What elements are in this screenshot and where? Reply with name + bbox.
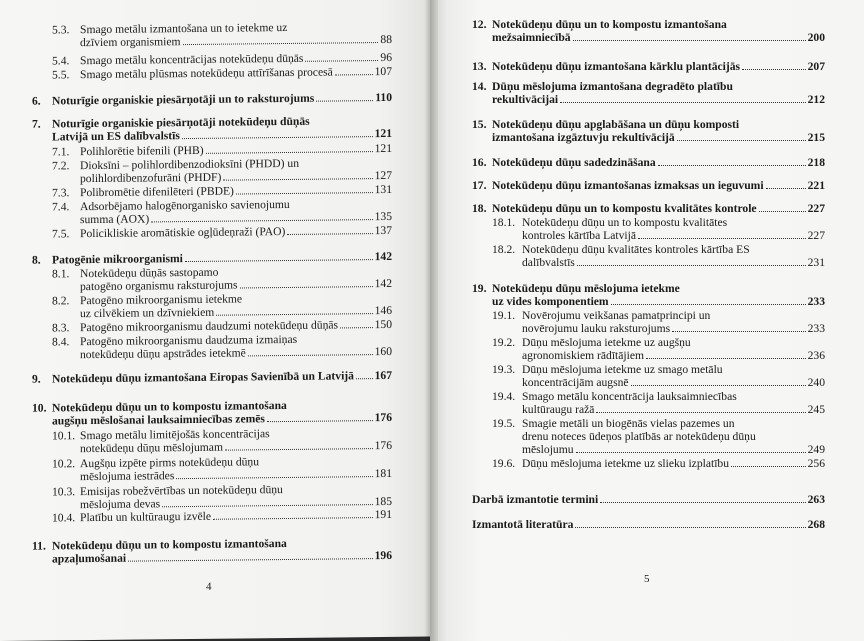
toc-entry-title-line: Notekūdeņu dūņu mēslojuma ietekme — [492, 282, 680, 295]
dot-leader — [611, 304, 806, 305]
dot-leader — [305, 60, 378, 62]
toc-left — [0, 0, 430, 641]
toc-entry-page: 233 — [807, 295, 825, 308]
dot-leader — [213, 517, 373, 520]
toc-entry-number: 8.1. — [52, 267, 70, 281]
dot-leader — [677, 140, 806, 141]
toc-entry-c6 — [32, 91, 392, 108]
dot-leader — [596, 412, 805, 413]
toc-entry-number: 16. — [472, 156, 487, 169]
dot-leader — [600, 502, 805, 503]
toc-entry-title-line: apzaļumošanai — [52, 551, 127, 566]
toc-entry-lit — [472, 518, 825, 531]
toc-entry-number: 13. — [472, 60, 487, 73]
toc-entry-title-line: polihlordibenzofurāni (PHDF) — [80, 170, 222, 186]
toc-entry-title-line: uz vides komponentiem — [492, 295, 609, 308]
toc-entry-number: 7. — [32, 117, 41, 131]
dot-leader — [316, 100, 373, 102]
toc-entry-e55 — [52, 65, 392, 82]
toc-entry-number: 7.1. — [52, 145, 70, 159]
toc-entry-page: 96 — [380, 50, 392, 65]
dot-leader — [267, 420, 373, 422]
dot-leader — [162, 504, 372, 507]
dot-leader — [731, 466, 806, 467]
toc-entry-number: 7.2. — [52, 159, 70, 173]
toc-entry-page: 231 — [807, 256, 825, 269]
toc-entry-e74 — [52, 197, 392, 227]
dot-leader — [225, 448, 373, 451]
toc-entry-e194 — [492, 390, 825, 416]
toc-entry-page: 212 — [807, 93, 825, 106]
toc-entry-title-line: Adsorbējamo halogēnorganisko savienojumu — [80, 197, 290, 214]
dot-leader — [759, 211, 806, 212]
dot-leader — [356, 378, 373, 379]
toc-entry-c18 — [472, 202, 825, 215]
toc-entry-page: 110 — [375, 90, 392, 105]
dot-leader — [128, 558, 373, 562]
toc-entry-number: 7.5. — [52, 227, 70, 241]
dot-leader — [151, 219, 372, 222]
toc-entry-number: 15. — [472, 118, 487, 131]
toc-entry-page: 142 — [374, 249, 392, 264]
toc-entry-number: 19.5. — [492, 417, 516, 430]
toc-entry-title-line: dzīviem organismiem — [80, 35, 181, 50]
toc-entry-c7 — [32, 114, 392, 144]
toc-entry-e82 — [52, 291, 392, 321]
toc-entry-title-line: Smago metālu limitējošās koncentrācijas — [80, 427, 270, 443]
toc-entry-page: 215 — [807, 131, 825, 144]
toc-entry-number: 9. — [32, 372, 41, 386]
toc-entry-e195 — [492, 417, 825, 456]
toc-entry-e101 — [52, 426, 392, 456]
toc-entry-number: 7.3. — [52, 186, 70, 200]
toc-entry-page: 233 — [807, 322, 825, 335]
toc-entry-title-line: mežsaimniecībā — [492, 31, 571, 44]
toc-entry-number: 5.4. — [52, 54, 70, 68]
toc-entry-title-line: mēslojuma devas — [80, 497, 161, 512]
toc-entry-title-line: Noturīgie organiskie piesārņotāji un to raksturojums — [52, 91, 315, 108]
toc-entry-title-line: Smago metālu koncentrācija lauksaimniecības — [522, 390, 737, 403]
toc-entry-title-line: rekultivācijai — [492, 93, 559, 106]
toc-entry-number: 10. — [32, 401, 47, 415]
toc-entry-title-line: Noturīgie organiskie piesārņotāji notekūdeņu dūņās — [52, 114, 310, 131]
toc-entry-page: 88 — [380, 32, 392, 47]
toc-entry-c14 — [472, 80, 825, 106]
toc-entry-page: 196 — [374, 548, 392, 563]
toc-entry-e102 — [52, 454, 392, 484]
dot-leader — [335, 74, 373, 75]
toc-entry-title-line: Novērojumu veikšanas pamatprincipi un — [522, 309, 711, 322]
toc-right — [430, 0, 864, 641]
toc-entry-page: 263 — [807, 493, 825, 506]
toc-entry-title-line: Smago metālu plūsmas notekūdeņu attīrīšanas procesā — [80, 65, 333, 82]
toc-entry-page: 167 — [374, 368, 392, 383]
toc-entry-e182 — [492, 243, 825, 269]
dot-leader — [646, 358, 806, 359]
toc-entry-e191 — [492, 309, 825, 335]
dot-leader — [575, 527, 805, 528]
toc-entry-page: 227 — [807, 202, 825, 215]
toc-entry-title-line: Notekūdeņu dūņās sastopamo — [80, 265, 219, 281]
toc-entry-title-line: Emisijas robežvērtības un notekūdeņu dūņu — [80, 483, 283, 499]
toc-entry-number: 8.4. — [52, 335, 70, 349]
dot-leader — [176, 476, 372, 479]
toc-entry-terms — [472, 493, 825, 506]
toc-entry-number: 7.4. — [52, 200, 70, 214]
toc-entry-number: 10.1. — [52, 429, 76, 443]
toc-entry-title-line: mēslojuma iestrādes — [80, 469, 175, 484]
toc-entry-page: 146 — [374, 303, 392, 318]
toc-entry-title-line: Dioksīni – polihlordibenzodioksīni (PHDD) un — [80, 156, 299, 173]
dot-leader — [672, 331, 805, 332]
toc-entry-page: 181 — [374, 466, 392, 481]
toc-entry-page: 142 — [374, 276, 392, 291]
toc-entry-e192 — [492, 336, 825, 362]
toc-entry-title-line: koncentrācijām augsnē — [522, 376, 629, 389]
toc-entry-title-line: agronomiskiem rādītājiem — [522, 349, 645, 362]
toc-entry-title-line: Smagie metāli un biogēnās vielas pazemes un — [522, 417, 735, 430]
toc-entry-number: 19.1. — [492, 309, 516, 322]
toc-entry-title-line: Notekūdeņu dūņu un to kompostu izmantošana — [492, 18, 727, 31]
toc-entry-page: 268 — [807, 518, 825, 531]
toc-entry-number: 18.2. — [492, 243, 516, 256]
toc-entry-title-line: Notekūdeņu dūņu izmantošana Eiropas Savienībā un Latvijā — [52, 369, 354, 386]
toc-entry-c17 — [472, 179, 825, 192]
toc-entry-page: 249 — [807, 443, 825, 456]
toc-entry-number: 10.3. — [52, 485, 76, 499]
dot-leader — [185, 259, 373, 262]
toc-entry-page: 121 — [374, 141, 392, 156]
dot-leader — [240, 286, 373, 288]
dot-leader — [182, 136, 373, 139]
toc-entry-e75 — [52, 224, 392, 241]
toc-entry-number: 11. — [32, 539, 46, 553]
toc-entry-number: 19.3. — [492, 363, 516, 376]
toc-entry-number: 19.2. — [492, 336, 516, 349]
toc-entry-page: 176 — [374, 438, 392, 453]
toc-entry-e84 — [52, 332, 392, 362]
dot-leader — [236, 192, 373, 194]
toc-entry-title-line: Augšņu izpēte pirms notekūdeņu dūņu — [80, 455, 260, 471]
toc-entry-title-line: Notekūdeņu dūņu sadedzināšana — [492, 156, 656, 169]
toc-entry-title-line: Dūņu mēslojuma ietekme uz smago metālu — [522, 363, 723, 376]
toc-entry-number: 19.6. — [492, 457, 516, 470]
toc-entry-page: 218 — [807, 156, 825, 169]
toc-entry-number: 10.4. — [52, 511, 76, 525]
toc-entry-title-line: mēslojumu — [522, 443, 574, 456]
toc-entry-number: 17. — [472, 179, 487, 192]
toc-entry-page: 107 — [374, 64, 392, 79]
dot-leader — [340, 327, 373, 328]
toc-entry-page: 160 — [374, 344, 392, 359]
toc-entry-title-line: Darbā izmantotie termini — [472, 493, 599, 506]
toc-entry-page: 137 — [374, 223, 392, 238]
toc-entry-page: 256 — [807, 457, 825, 470]
toc-entry-title-line: notekūdeņu dūņu mēslojumam — [80, 440, 223, 456]
toc-entry-e104 — [52, 508, 392, 525]
toc-entry-title-line: augšņu mēslošanai lauksaimniecības zemēs — [52, 412, 265, 428]
dot-leader — [631, 385, 806, 386]
toc-entry-title-line: Notekūdeņu dūņu apglabāšana un dūņu komposti — [492, 118, 740, 131]
toc-entry-title-line: Smago metālu izmantošana un to ietekme uz — [80, 20, 288, 37]
toc-entry-title-line: uz cilvēkiem un dzīvniekiem — [80, 305, 215, 321]
dot-leader — [742, 69, 806, 70]
toc-entry-page: 236 — [807, 349, 825, 362]
toc-entry-page: 150 — [374, 317, 392, 332]
toc-entry-title-line: Notekūdeņu dūņu izmantošanas izmaksas un ieguvumi — [492, 179, 764, 192]
toc-entry-page: 207 — [807, 60, 825, 73]
toc-entry-title-line: Patogēno mikroorganismu ietekme — [80, 292, 243, 308]
page-number-right: 5 — [644, 573, 650, 585]
toc-entry-title-line: summa (AOX) — [80, 212, 150, 227]
toc-entry-c11 — [32, 536, 392, 566]
toc-entry-title-line: Notekūdeņu dūņu un to kompostu kvalitātes — [522, 216, 728, 229]
toc-entry-e72 — [52, 156, 392, 186]
toc-entry-title-line: Dūņu mēslojuma izmantošana degradēto platību — [492, 80, 733, 93]
toc-entry-title-line: Patogēno mikroorganismu daudzumi notekūdeņu dūņās — [80, 318, 339, 335]
toc-entry-number: 14. — [472, 80, 487, 93]
dot-leader — [766, 188, 806, 189]
toc-entry-c16 — [472, 156, 825, 169]
toc-entry-page: 121 — [374, 126, 392, 141]
toc-entry-page: 245 — [807, 403, 825, 416]
dot-leader — [638, 238, 806, 239]
toc-entry-title-line: izmantošana izgāztuvju rekultivācijā — [492, 131, 675, 144]
toc-entry-title-line: Platību un kultūraugu izvēle — [80, 509, 212, 525]
toc-entry-title-line: Notekūdeņu dūņu kvalitātes kontroles kārtība ES — [522, 243, 750, 256]
right-page — [430, 0, 864, 641]
dot-leader — [573, 40, 806, 41]
toc-entry-page: 176 — [374, 410, 392, 425]
toc-entry-number: 19. — [472, 282, 487, 295]
book-gutter — [424, 0, 438, 641]
toc-entry-e53 — [52, 20, 392, 50]
toc-entry-e103 — [52, 482, 392, 512]
toc-entry-page: 135 — [374, 209, 392, 224]
toc-entry-number: 8. — [32, 253, 41, 267]
page-number-left: 4 — [206, 580, 212, 593]
toc-entry-title-line: dalībvalstīs — [522, 256, 575, 269]
toc-entry-number: 12. — [472, 18, 487, 31]
toc-entry-page: 191 — [374, 507, 392, 522]
dot-leader — [576, 452, 806, 453]
toc-entry-c9 — [32, 369, 392, 386]
toc-entry-number: 6. — [32, 94, 41, 108]
toc-entry-title-line: Polihlorētie bifenili (PHB) — [80, 143, 204, 159]
toc-entry-c19 — [472, 282, 825, 308]
toc-entry-title-line: Izmantotā literatūra — [472, 518, 574, 531]
left-page — [0, 0, 430, 641]
toc-entry-c15 — [472, 118, 825, 144]
dot-leader — [183, 42, 379, 45]
toc-entry-title-line: Polibromētie difenilēteri (PBDE) — [80, 184, 234, 200]
toc-entry-page: 200 — [807, 31, 825, 44]
dot-leader — [248, 354, 373, 356]
toc-entry-page: 240 — [807, 376, 825, 389]
toc-entry-number: 10.2. — [52, 457, 76, 471]
dot-leader — [287, 233, 372, 235]
toc-entry-title-line: Smago metālu koncentrācijas notekūdeņu dūņās — [80, 51, 304, 68]
toc-entry-number: 8.3. — [52, 321, 70, 335]
toc-entry-title-line: Notekūdeņu dūņu un to kompostu izmantošana — [52, 536, 287, 553]
toc-entry-title-line: Notekūdeņu dūņu izmantošana kārklu plantācijās — [492, 60, 741, 73]
toc-entry-c13 — [472, 60, 825, 73]
toc-entry-page: 227 — [807, 229, 825, 242]
toc-entry-number: 19.4. — [492, 390, 516, 403]
dot-leader — [658, 165, 806, 166]
toc-entry-e81 — [52, 264, 392, 294]
toc-entry-number: 18.1. — [492, 216, 516, 229]
toc-entry-title-line: kontroles kārtība Latvijā — [522, 229, 636, 242]
toc-entry-page: 131 — [374, 182, 392, 197]
toc-entry-title-line: patogēno organismu raksturojums — [80, 278, 238, 294]
toc-entry-number: 5.3. — [52, 23, 70, 37]
toc-entry-e193 — [492, 363, 825, 389]
toc-entry-number: 8.2. — [52, 294, 70, 308]
toc-entry-e181 — [492, 216, 825, 242]
toc-entry-title-line: Patogēno mikroorganismu daudzuma izmaiņas — [80, 332, 298, 349]
toc-entry-c10 — [32, 398, 392, 428]
toc-entry-title-line: Policikliskie aromātiskie ogļūdeņraži (PAO) — [80, 225, 286, 241]
dot-leader — [223, 178, 372, 181]
toc-entry-title-line: kultūraugu ražā — [522, 403, 595, 416]
dot-leader — [216, 313, 372, 316]
toc-entry-title-line: Notekūdeņu dūņu un to kompostu izmantošana — [52, 398, 287, 415]
dot-leader — [577, 265, 806, 266]
dot-leader — [206, 151, 373, 154]
dot-leader — [560, 102, 805, 103]
toc-entry-c12 — [472, 18, 825, 44]
toc-entry-number: 5.5. — [52, 68, 70, 82]
toc-entry-title-line: notekūdeņu dūņu apstrādes ietekmē — [80, 346, 246, 362]
toc-entry-title-line: Dūņu mēslojuma ietekme uz slieku izplatību — [522, 457, 730, 470]
toc-entry-number: 18. — [472, 202, 487, 215]
toc-entry-title-line: Dūņu mēslojuma ietekme uz augšņu — [522, 336, 691, 349]
toc-entry-title-line: Patogēnie mikroorganismi — [52, 252, 183, 267]
toc-entry-title-line: Latvijā un ES dalībvalstīs — [52, 129, 180, 144]
toc-entry-page: 185 — [374, 494, 392, 509]
toc-entry-title-line: Notekūdeņu dūņu un to kompostu kvalitātes kontrole — [492, 202, 757, 215]
toc-entry-page: 221 — [807, 179, 825, 192]
toc-entry-e196 — [492, 457, 825, 470]
toc-entry-title-line: drenu noteces ūdeņos platībās ar notekūdeņu dūņu — [522, 430, 756, 443]
toc-entry-title-line: novērojumu lauku raksturojums — [522, 322, 671, 335]
toc-entry-page: 127 — [374, 168, 392, 183]
